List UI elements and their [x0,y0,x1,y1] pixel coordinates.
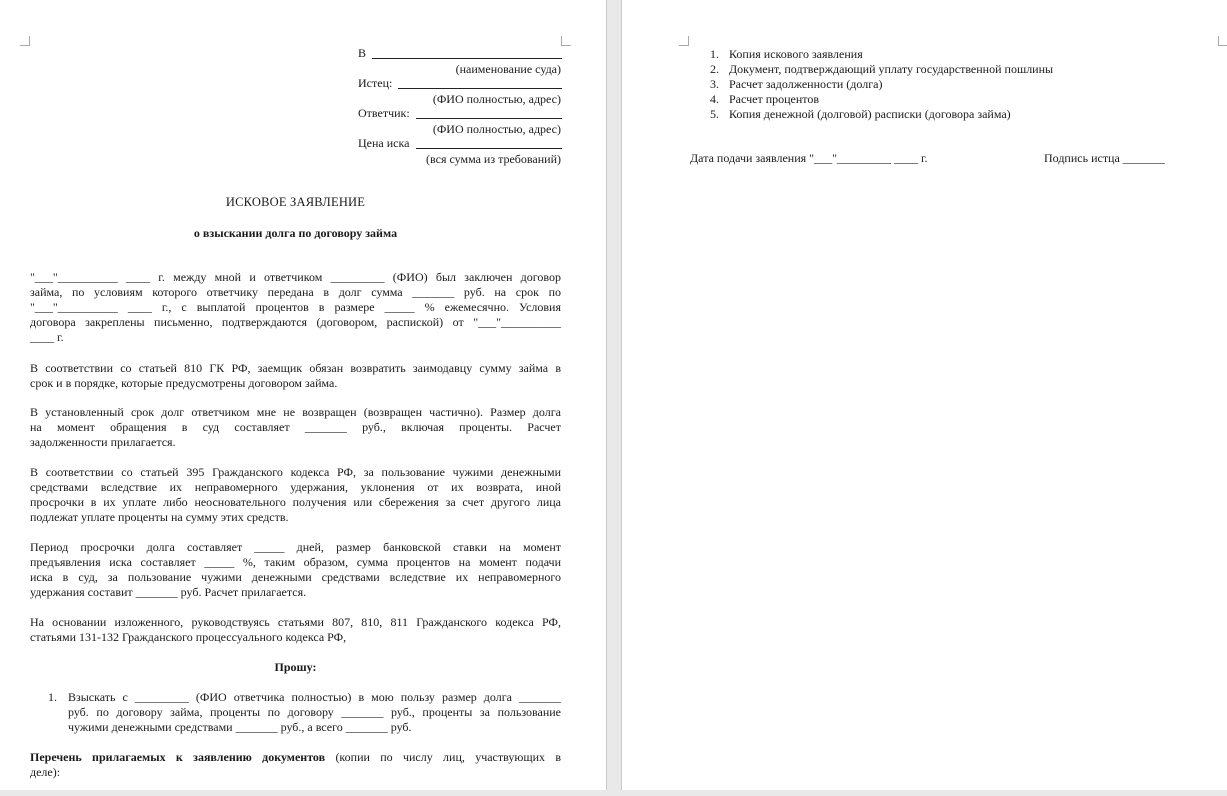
page-corner-marker [1218,36,1227,46]
attachments-heading-bold: Перечень прилагаемых к заявлению документов [30,750,326,764]
plaintiff-blank[interactable] [398,88,562,89]
text-line: статьями 131-132 Гражданского процессуального кодекса РФ, [30,630,347,644]
list-item-text: Расчет задолженности (долга) [729,77,883,91]
defendant-hint: (ФИО полностью, адрес) [432,122,561,136]
list-item-text: Расчет процентов [729,92,820,106]
defendant-blank[interactable] [416,118,562,119]
paragraph-article-395 [30,465,561,525]
text-line: задолженности прилагается. [30,435,176,449]
text-line: займа, по условиям которого ответчику передана в долг сумма _______ руб. на срок по [30,285,561,299]
list-item-text: Копия денежной (долговой) расписки (договора займа) [729,107,1011,121]
text-line: договора закреплены письменно, подтверждаются (договором, распиской) от "___"__________ [30,315,561,329]
workspace-background [0,790,1227,796]
page-gutter [606,0,622,796]
court-blank[interactable] [372,58,562,59]
paragraph-debt-not-returned [30,405,561,450]
text-line: В соответствии со статьей 810 ГК РФ, заемщик обязан возвратить заимодавцу сумму займа в [30,361,561,375]
claim-price-blank[interactable] [416,148,562,149]
request-heading: Прошу: [274,660,317,674]
text-line: Период просрочки долга составляет _____ дней, размер банковской ставки на момент [30,540,561,554]
text-line: на момент обращения в суд составляет _______ руб., включая проценты. Расчет [30,420,561,434]
plaintiff-hint: (ФИО полностью, адрес) [432,92,561,106]
text-line: удержания составит _______ руб. Расчет прилагается. [30,585,307,599]
defendant-label: Ответчик: [358,106,410,120]
claim-price-hint: (вся сумма из требований) [426,152,561,166]
claim-price-label: Цена иска [358,136,410,150]
paragraph-article-810 [30,361,561,391]
plaintiff-row [358,76,562,91]
text-line: чужими денежными средствами _______ руб., а всего _______ руб. [68,720,412,734]
submission-date: Дата подачи заявления "___"_________ ____ г. [690,151,928,165]
text-line: подлежат уплате проценты на сумму этих средств. [30,510,289,524]
page-corner-marker [561,36,571,46]
document-subtitle: о взыскании долга по договору займа [193,226,398,240]
paragraph-legal-basis [30,615,561,645]
plaintiff-signature: Подпись истца _______ [1044,151,1165,165]
paragraph-loan-terms [30,270,561,345]
list-item-number: 2. [710,62,719,76]
text-line: В соответствии со статьей 395 Гражданского кодекса РФ, за пользование чужими денежными [30,465,561,479]
court-label: В [358,46,367,60]
request-item-text [68,690,561,735]
text-line: В установленный срок долг ответчиком мне не возвращен (возвращен частично). Размер долга [30,405,561,419]
text-line: Взыскать с _________ (ФИО ответчика полностью) в мою пользу размер долга _______ [68,690,561,704]
text-line: средствами вследствие их неправомерного удержания, уклонения от их возврата, иной [30,480,561,494]
text-line: руб. по договору займа, проценты по договору _______ руб., проценты за пользование [68,705,561,719]
attachments-heading [30,750,561,780]
list-item-number: 4. [710,92,719,106]
text-line: "___"__________ ____ г., с выплатой процентов в размере _____ % ежемесячно. Условия [30,300,561,314]
court-row [358,46,562,61]
text-line: срок и в порядке, которые предусмотрены договором займа. [30,376,338,390]
list-item-number: 1. [710,47,719,61]
document-title: ИСКОВОЕ ЗАЯВЛЕНИЕ [225,195,366,209]
text-line: деле): [30,765,61,779]
text-line: "___"__________ ____ г. между мной и ответчиком _________ (ФИО) был заключен договор [30,270,561,284]
court-hint: (наименование суда) [455,62,561,76]
paragraph-delay-period [30,540,561,600]
request-item-number: 1. [48,690,57,704]
text-line: На основании изложенного, руководствуясь статьями 807, 810, 811 Гражданского кодекса РФ, [30,615,561,629]
page-corner-marker [20,36,30,46]
document-page-1 [0,0,606,796]
attachments-heading-rest: (копии по числу лиц, участвующих в [325,750,561,764]
list-item-text: Документ, подтверждающий уплату государственной пошлины [729,62,1054,76]
text-line: иска в суд, за пользование чужими денежными средствами вследствие их неправомерного [30,570,561,584]
text-line: просрочки в их уплате либо неосновательного получения или сбережения за счет другого лица [30,495,561,509]
list-item-number: 5. [710,107,719,121]
list-item-text: Копия искового заявления [729,47,863,61]
page-corner-marker [679,36,689,46]
claim-price-row [358,136,562,151]
text-line: ____ г. [30,330,64,344]
plaintiff-label: Истец: [358,76,393,90]
defendant-row [358,106,562,121]
list-item-number: 3. [710,77,719,91]
text-line: предъявления иска составляет _____ %, таким образом, сумма процентов на момент подачи [30,555,561,569]
attachments-heading-line [30,750,561,765]
